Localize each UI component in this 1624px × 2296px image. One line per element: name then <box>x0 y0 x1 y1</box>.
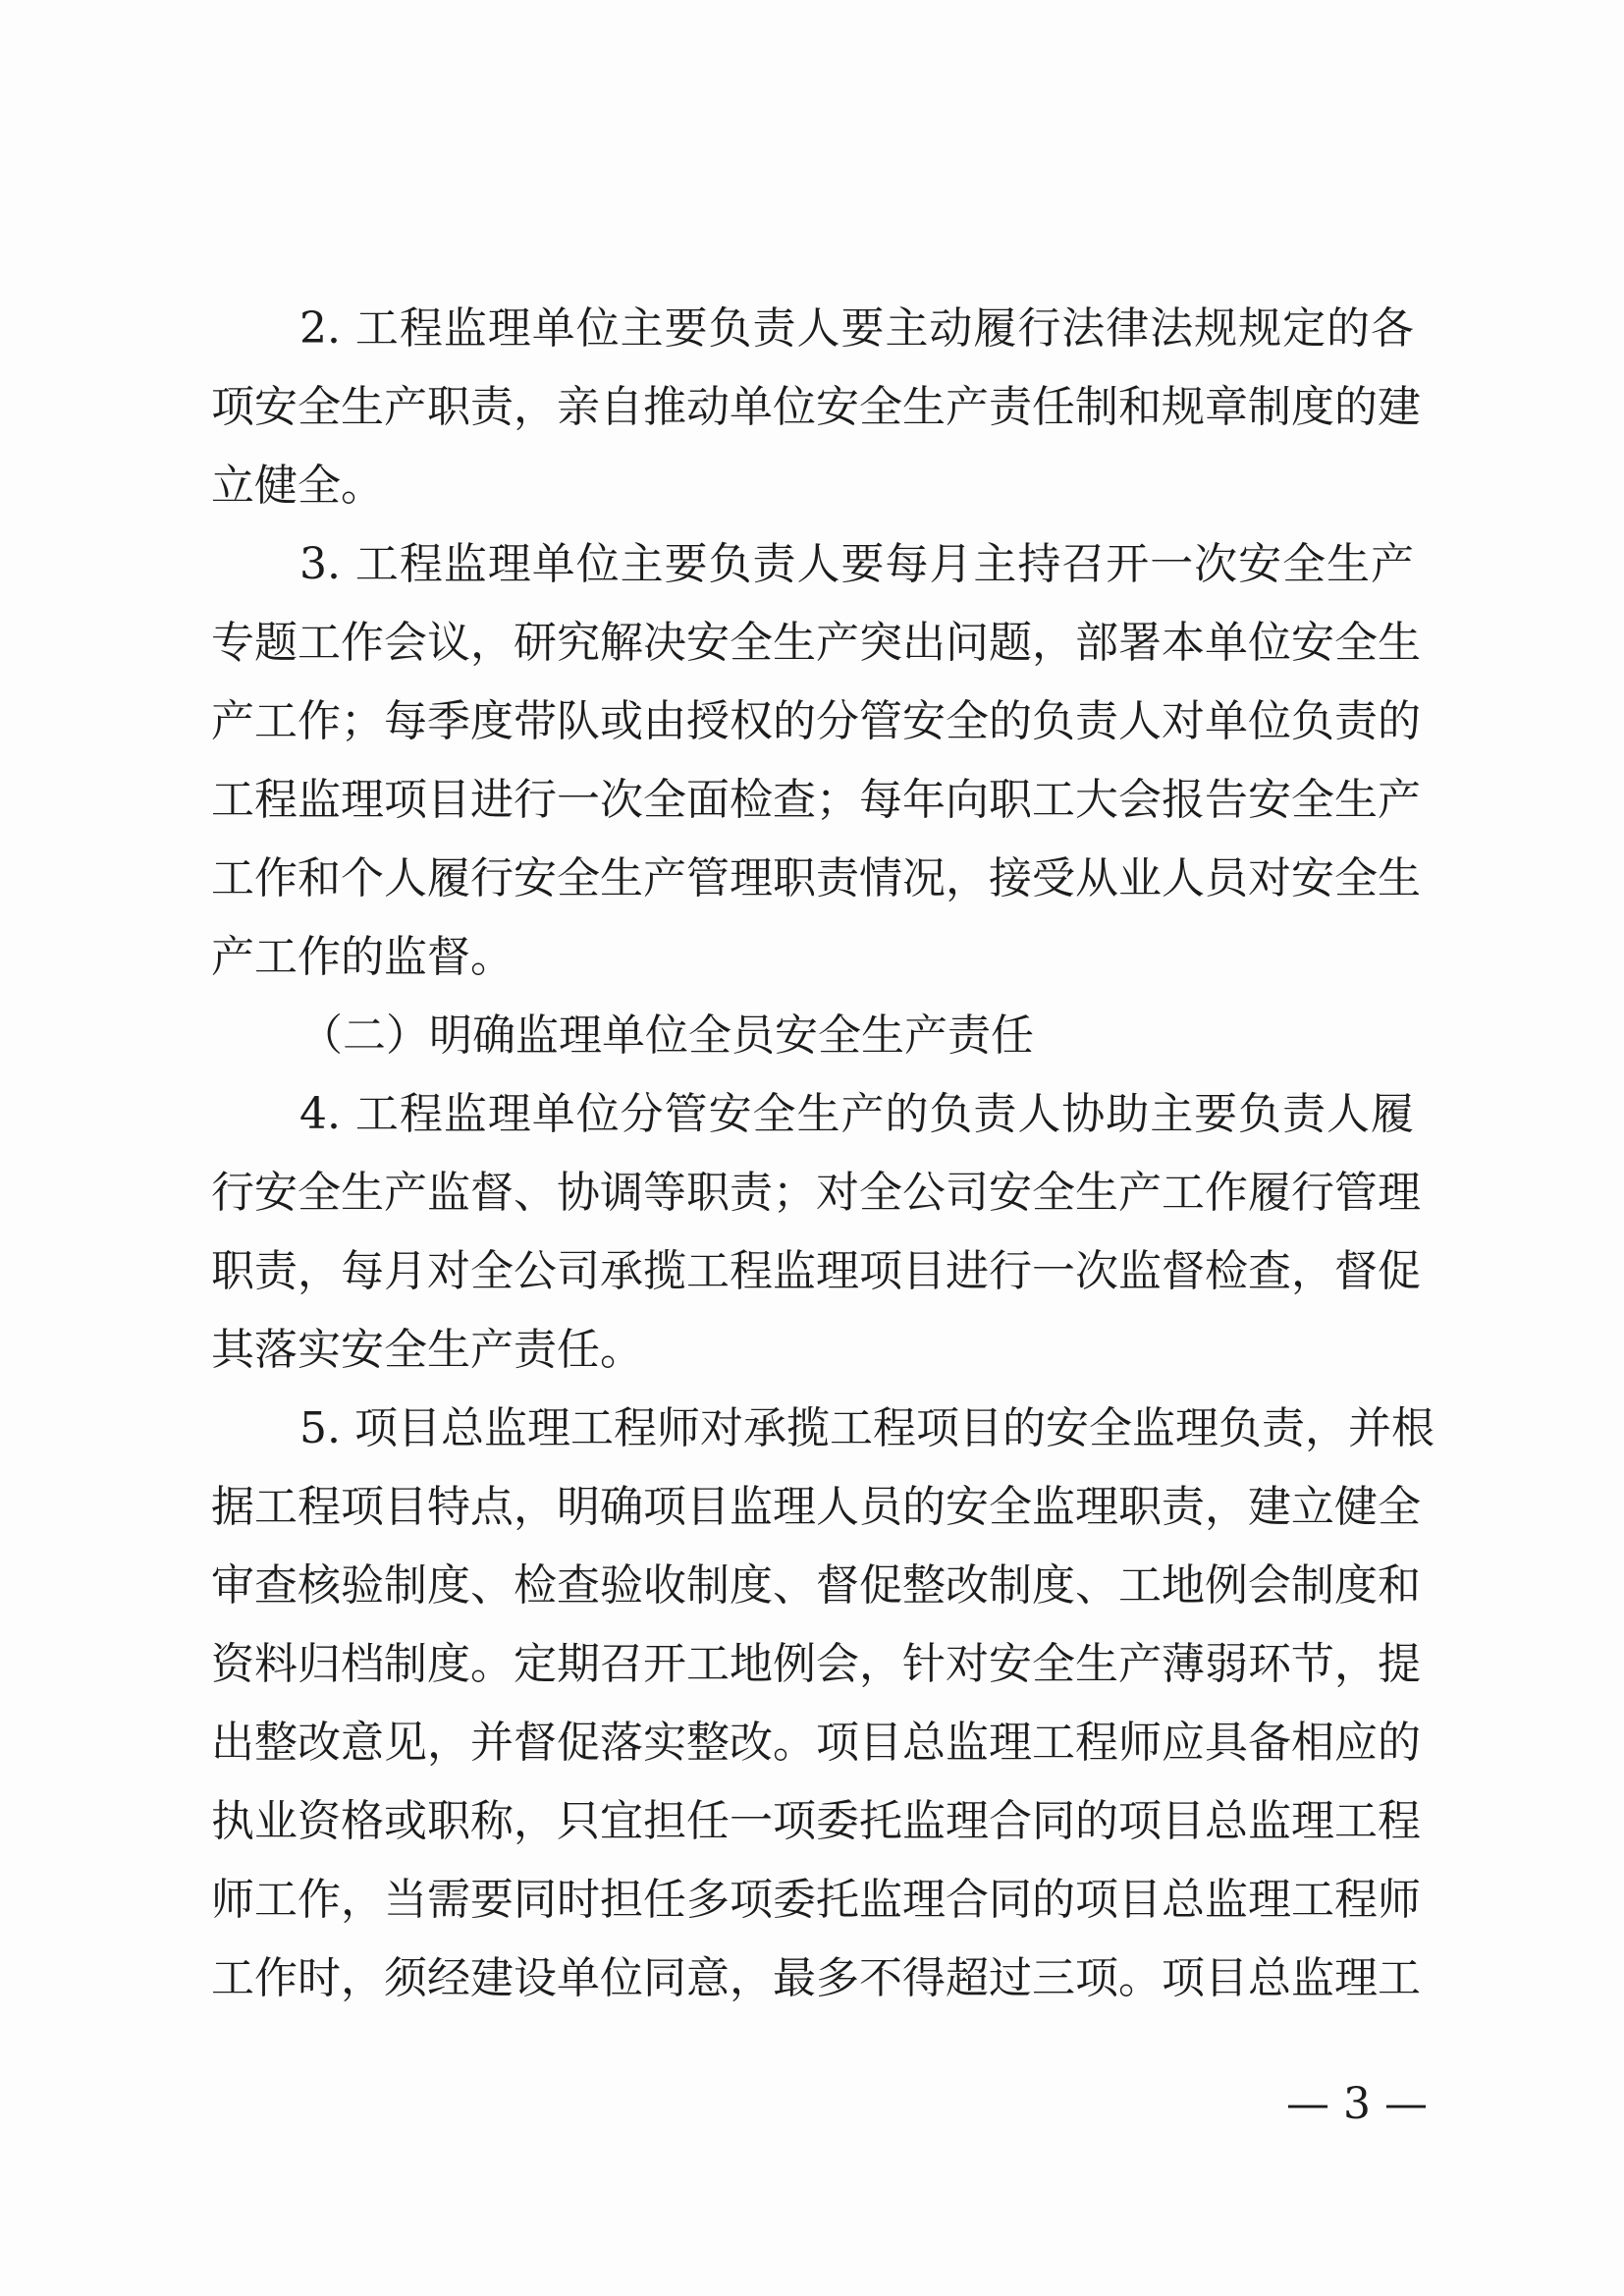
paragraph-line: 工作时，须经建设单位同意，最多不得超过三项。项目总监理工 <box>211 1953 1421 2003</box>
paragraph-line: 师工作，当需要同时担任多项委托监理合同的项目总监理工程师 <box>211 1875 1421 1925</box>
paragraph-line: 其落实安全生产责任。 <box>211 1325 643 1375</box>
paragraph-line: 产工作；每季度带队或由授权的分管安全的负责人对单位负责的 <box>211 696 1421 746</box>
paragraph-line: 职责，每月对全公司承揽工程监理项目进行一次监督检查，督促 <box>211 1246 1421 1296</box>
paragraph-line: 2. 工程监理单位主要负责人要主动履行法律法规规定的各 <box>299 303 1414 354</box>
paragraph-line: 审查核验制度、检查验收制度、督促整改制度、工地例会制度和 <box>211 1560 1421 1611</box>
paragraph-line: 产工作的监督。 <box>211 932 514 982</box>
paragraph-line: 出整改意见，并督促落实整改。项目总监理工程师应具备相应的 <box>211 1718 1421 1768</box>
paragraph-line: 3. 工程监理单位主要负责人要每月主持召开一次安全生产 <box>299 539 1414 589</box>
paragraph-line: 5. 项目总监理工程师对承揽工程项目的安全监理负责，并根 <box>299 1403 1435 1453</box>
paragraph-line: 项安全生产职责，亲自推动单位安全生产责任制和规章制度的建 <box>211 382 1421 432</box>
paragraph-line: 行安全生产监督、协调等职责；对全公司安全生产工作履行管理 <box>211 1168 1421 1218</box>
paragraph-line: 4. 工程监理单位分管安全生产的负责人协助主要负责人履 <box>299 1089 1414 1139</box>
section-heading: （二）明确监理单位全员安全生产责任 <box>299 1011 1034 1061</box>
paragraph-line: 执业资格或职称，只宜担任一项委托监理合同的项目总监理工程 <box>211 1796 1421 1846</box>
page-number: — 3 — <box>1286 2079 1428 2129</box>
paragraph-line: 资料归档制度。定期召开工地例会，针对安全生产薄弱环节，提 <box>211 1639 1421 1689</box>
paragraph-line: 立健全。 <box>211 461 384 511</box>
paragraph-line: 据工程项目特点，明确项目监理人员的安全监理职责，建立健全 <box>211 1482 1421 1532</box>
paragraph-line: 专题工作会议，研究解决安全生产突出问题，部署本单位安全生 <box>211 618 1421 668</box>
body-text <box>211 290 1435 2018</box>
paragraph-line: 工程监理项目进行一次全面检查；每年向职工大会报告安全生产 <box>211 775 1421 825</box>
paragraph-line: 工作和个人履行安全生产管理职责情况，接受从业人员对安全生 <box>211 853 1421 903</box>
